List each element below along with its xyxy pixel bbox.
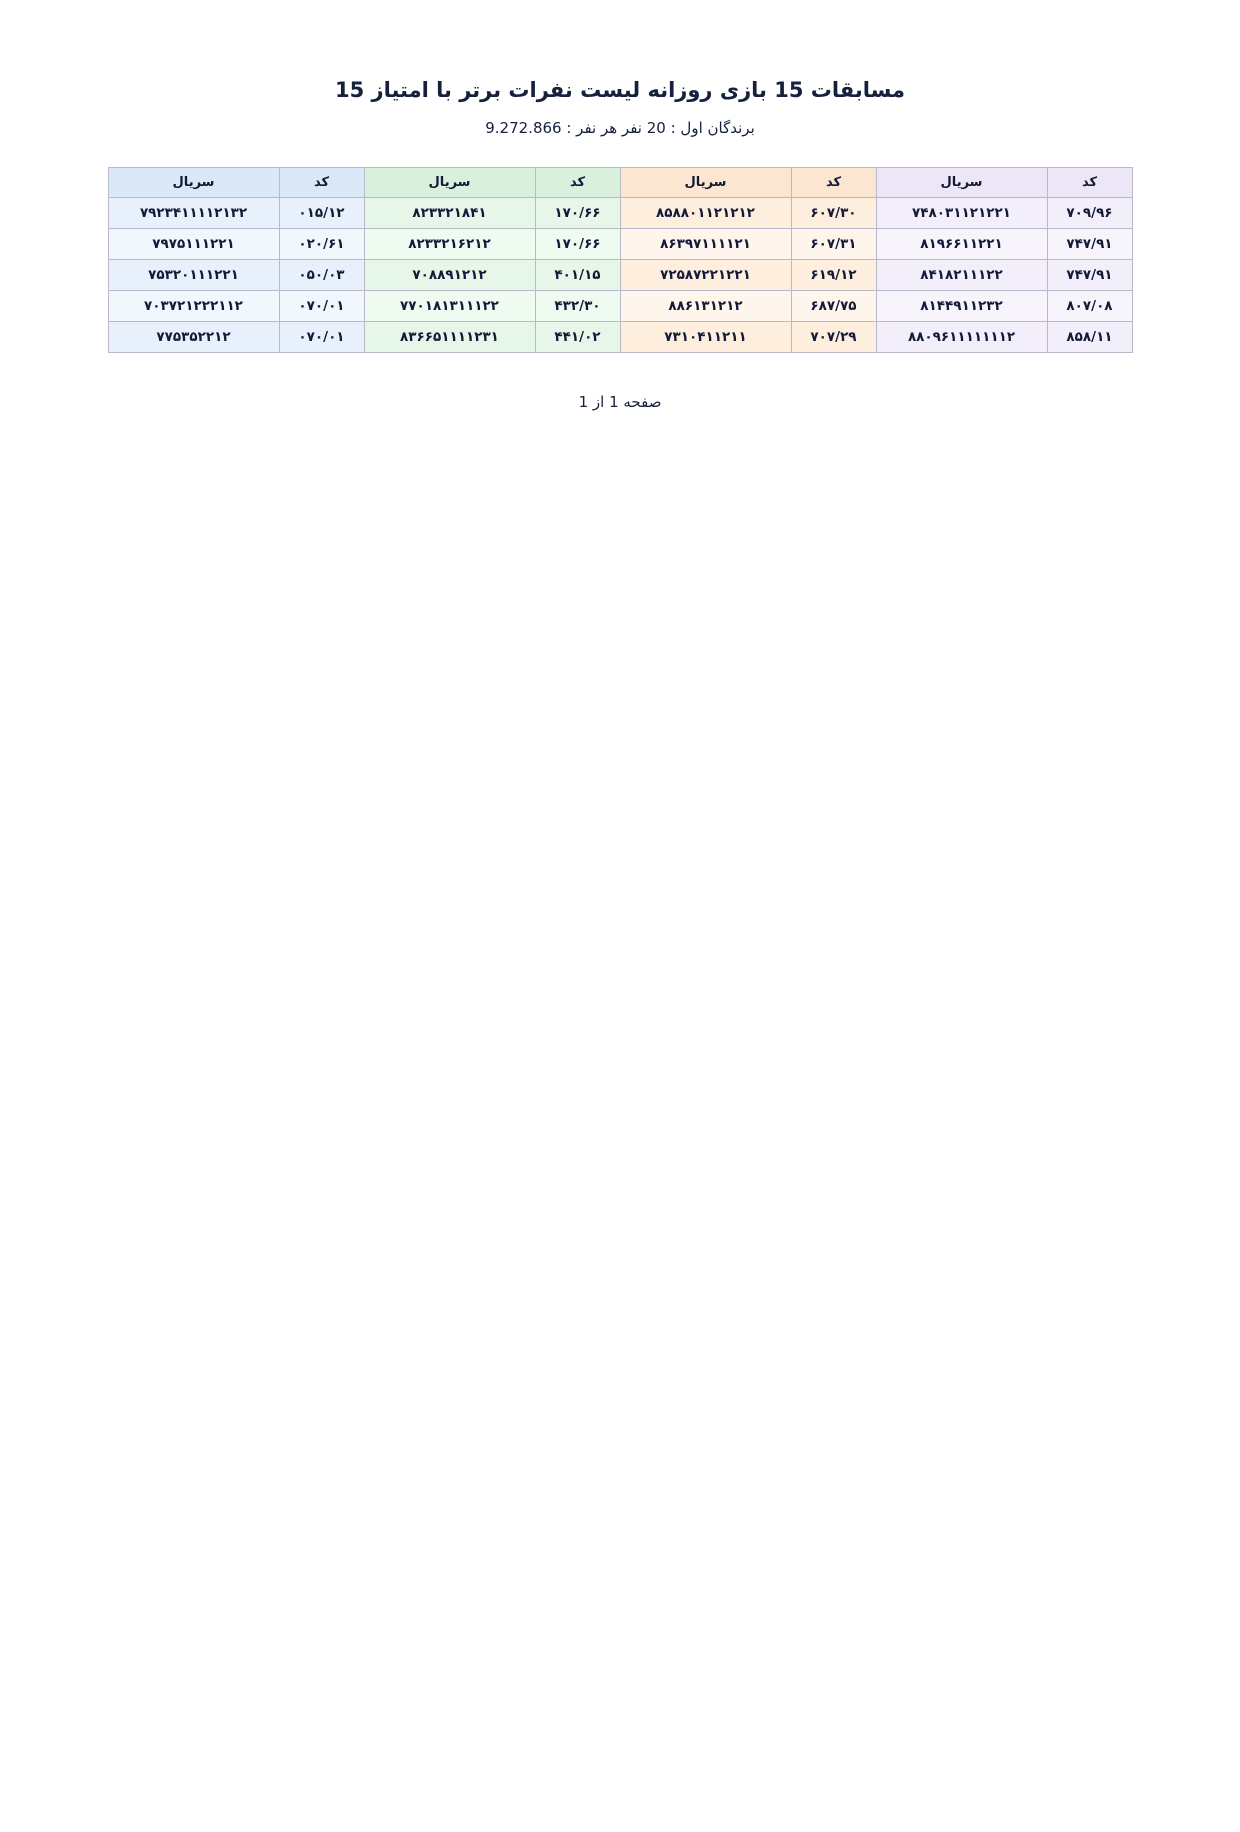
- results-table-container: [0, 167, 1240, 353]
- header-code-group3: کد: [535, 168, 620, 198]
- cell-serial: ۷۷۰۱۸۱۳۱۱۱۲۲: [364, 291, 535, 322]
- header-serial-group2: سریال: [620, 168, 791, 198]
- cell-code: ۰۵۰/۰۳: [279, 260, 364, 291]
- cell-code: ۰۷۰/۰۱: [279, 291, 364, 322]
- cell-serial: ۸۱۴۴۹۱۱۲۳۲: [876, 291, 1047, 322]
- cell-code: ۶۰۷/۳۰: [791, 198, 876, 229]
- cell-serial: ۷۴۸۰۳۱۱۲۱۲۲۱: [876, 198, 1047, 229]
- cell-serial: ۸۸۰۹۶۱۱۱۱۱۱۱۲: [876, 322, 1047, 353]
- table-row: [108, 291, 1132, 322]
- cell-code: ۴۴۱/۰۲: [535, 322, 620, 353]
- cell-serial: ۷۵۳۲۰۱۱۱۲۲۱: [108, 260, 279, 291]
- cell-serial: ۷۷۵۳۵۲۲۱۲: [108, 322, 279, 353]
- cell-serial: ۷۰۸۸۹۱۲۱۲: [364, 260, 535, 291]
- table-body: [108, 198, 1132, 353]
- cell-serial: ۸۴۱۸۲۱۱۱۲۲: [876, 260, 1047, 291]
- cell-code: ۰۷۰/۰۱: [279, 322, 364, 353]
- cell-code: ۶۰۷/۳۱: [791, 229, 876, 260]
- header-code-group2: کد: [791, 168, 876, 198]
- cell-code: ۴۳۲/۳۰: [535, 291, 620, 322]
- cell-code: ۴۰۱/۱۵: [535, 260, 620, 291]
- winners-table: [108, 167, 1133, 353]
- page-subtitle: برندگان اول : 20 نفر هر نفر : 9.272.866: [485, 119, 755, 137]
- cell-serial: ۷۰۳۷۲۱۲۲۲۱۱۲: [108, 291, 279, 322]
- table-row: [108, 198, 1132, 229]
- table-row: [108, 322, 1132, 353]
- cell-serial: ۸۳۶۶۵۱۱۱۱۲۳۱: [364, 322, 535, 353]
- cell-code: ۸۵۸/۱۱: [1047, 322, 1132, 353]
- document-page: [0, 78, 1240, 1832]
- cell-code: ۸۰۷/۰۸: [1047, 291, 1132, 322]
- cell-code: ۶۸۷/۷۵: [791, 291, 876, 322]
- cell-serial: ۷۲۵۸۷۲۲۱۲۲۱: [620, 260, 791, 291]
- header-serial-group1: سریال: [876, 168, 1047, 198]
- cell-code: ۰۲۰/۶۱: [279, 229, 364, 260]
- table-header: [108, 168, 1132, 198]
- cell-serial: ۸۱۹۶۶۱۱۲۲۱: [876, 229, 1047, 260]
- cell-code: ۱۷۰/۶۶: [535, 198, 620, 229]
- page-title: مسابقات 15 بازی روزانه لیست نفرات برتر با امتیاز 15: [334, 78, 906, 102]
- cell-code: ۷۴۷/۹۱: [1047, 229, 1132, 260]
- header-code-group4: کد: [279, 168, 364, 198]
- cell-code: ۷۴۷/۹۱: [1047, 260, 1132, 291]
- cell-code: ۷۰۹/۹۶: [1047, 198, 1132, 229]
- cell-code: ۷۰۷/۲۹: [791, 322, 876, 353]
- table-header-row: [108, 168, 1132, 198]
- cell-code: ۱۷۰/۶۶: [535, 229, 620, 260]
- cell-serial: ۸۵۸۸۰۱۱۲۱۲۱۲: [620, 198, 791, 229]
- table-row: [108, 229, 1132, 260]
- cell-serial: ۷۹۲۳۴۱۱۱۱۲۱۳۲: [108, 198, 279, 229]
- page-indicator: صفحه 1 از 1: [578, 393, 662, 411]
- cell-code: ۶۱۹/۱۲: [791, 260, 876, 291]
- table-row: [108, 260, 1132, 291]
- cell-serial: ۷۳۱۰۴۱۱۲۱۱: [620, 322, 791, 353]
- cell-serial: ۸۲۳۳۲۱۶۲۱۲: [364, 229, 535, 260]
- header-serial-group4: سریال: [108, 168, 279, 198]
- cell-code: ۰۱۵/۱۲: [279, 198, 364, 229]
- header-code-group1: کد: [1047, 168, 1132, 198]
- cell-serial: ۷۹۷۵۱۱۱۲۲۱: [108, 229, 279, 260]
- cell-serial: ۸۶۳۹۷۱۱۱۱۲۱: [620, 229, 791, 260]
- cell-serial: ۸۲۳۳۲۱۸۴۱: [364, 198, 535, 229]
- cell-serial: ۸۸۶۱۳۱۲۱۲: [620, 291, 791, 322]
- header-serial-group3: سریال: [364, 168, 535, 198]
